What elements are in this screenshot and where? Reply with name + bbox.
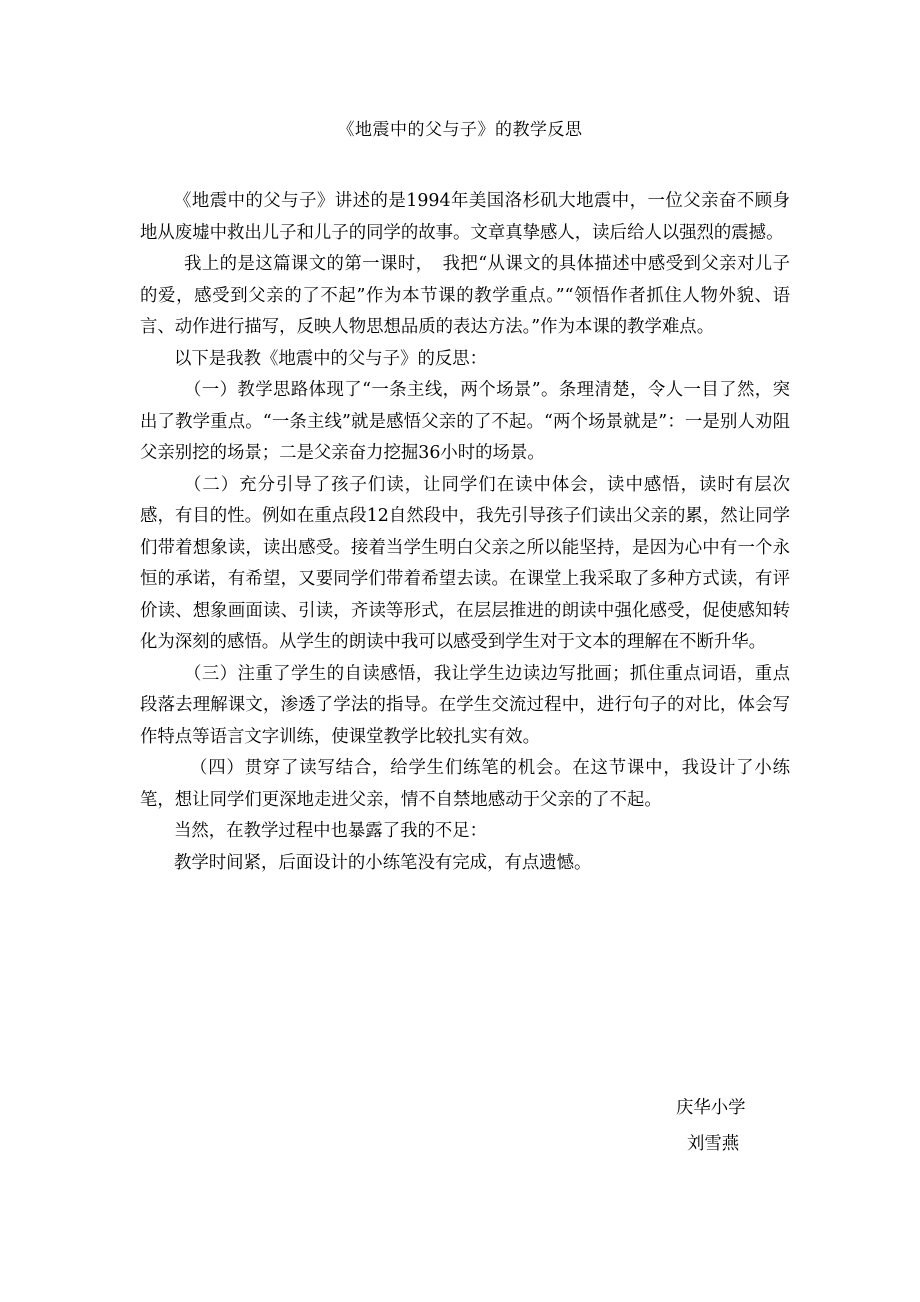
paragraph-lesson-focus: 我上的是这篇课文的第一课时， 我把“从课文的具体描述中感受到父亲对儿子的爱，感受到父亲的了不起”作为本节课的教学重点。”“领悟作者抓住人物外貌、语言、动作进行描写，反映人物思想品质的表达方法。”作为本课的教学难点。 <box>140 254 790 337</box>
paragraph-point-three: （三）注重了学生的自读感悟，我让学生边读边写批画；抓住重点词语，重点段落去理解课文，渗透了学法的指导。在学生交流过程中，进行句子的对比，体会写作特点等语言文字训练，使课堂教学比较扎实有效。 <box>140 663 790 747</box>
paragraph-point-four: （四）贯穿了读写结合，给学生们练笔的机会。在这节课中，我设计了小练笔，想让同学们更深地走进父亲，情不自禁地感动于父亲的了不起。 <box>140 758 790 810</box>
paragraph-reflection-lead: 以下是我教《地震中的父与子》的反思： <box>174 348 488 369</box>
document-body <box>140 186 790 879</box>
paragraph-point-two: （二）充分引导了孩子们读，让同学们在读中体会，读中感悟，读时有层次感，有目的性。例如在重点段12自然段中，我先引导孩子们读出父亲的累，然让同学们带着想象读，读出感受。接着当学生明白父亲之所以能坚持，是因为心中有一个永恒的承诺，有希望，又要同学们带着希望去读。在课堂上我采取了多种方式读，有评价读、想象画面读、引读，齐读等形式，在层层推进的朗读中强化感受，促使感知转化为深刻的感悟。从学生的朗读中我可以感受到学生对于文本的理解在不断升华。 <box>140 474 790 652</box>
document-title: 《地震中的父与子》的教学反思 <box>337 120 583 140</box>
author-name: 刘雪燕 <box>687 1134 740 1154</box>
paragraph-shortcoming: 教学时间紧，后面设计的小练笔没有完成，有点遗憾。 <box>174 852 592 873</box>
school-name: 庆华小学 <box>676 1098 746 1118</box>
paragraph-intro: 《地震中的父与子》讲述的是1994年美国洛杉矶大地震中，一位父亲奋不顾身地从废墟中救出儿子和儿子的同学的故事。文章真挚感人，读后给人以强烈的震撼。 <box>140 191 790 243</box>
paragraph-shortcoming-lead: 当然，在教学过程中也暴露了我的不足： <box>174 821 488 841</box>
paragraph-point-one: （一）教学思路体现了“一条主线，两个场景”。条理清楚，令人一目了然，突出了教学重点。“一条主线”就是感悟父亲的了不起。“两个场景就是”：一是别人劝阻父亲别挖的场景；二是父亲奋力挖掘36小时的场景。 <box>140 380 790 463</box>
